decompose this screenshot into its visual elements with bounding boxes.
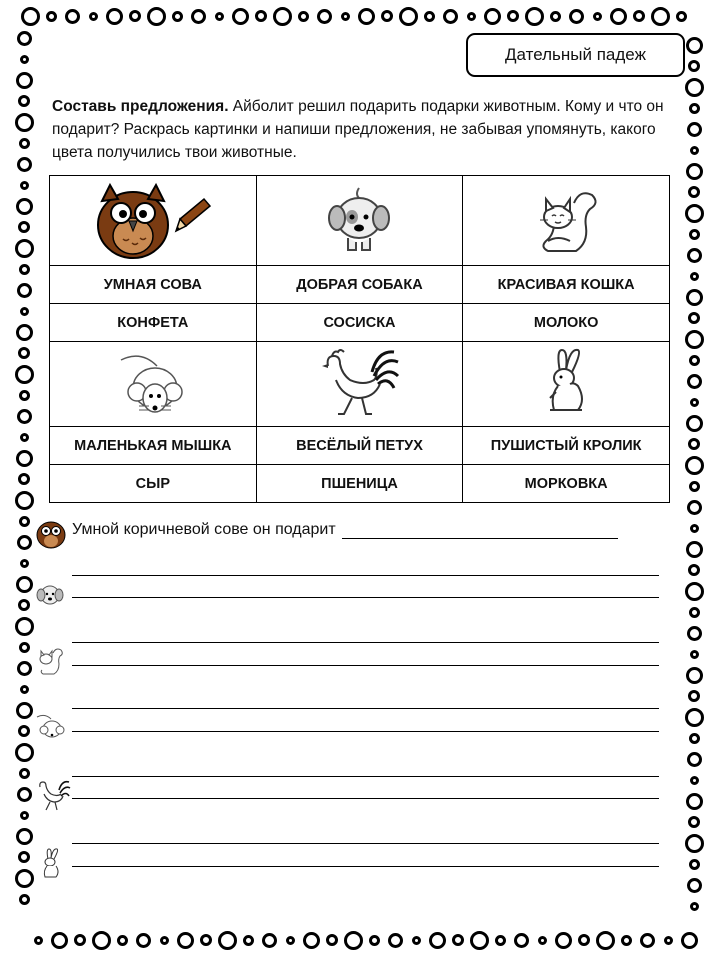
border-ring bbox=[117, 935, 128, 946]
border-ring bbox=[689, 229, 700, 240]
border-ring bbox=[17, 31, 32, 46]
border-ring bbox=[633, 10, 645, 22]
border-ring bbox=[685, 582, 704, 601]
animal-label-mouse: МАЛЕНЬКАЯ МЫШКА bbox=[50, 427, 257, 465]
animal-label-dog: ДОБРАЯ СОБАКА bbox=[256, 266, 463, 304]
border-ring bbox=[18, 347, 30, 359]
border-ring bbox=[326, 934, 338, 946]
border-ring bbox=[664, 936, 673, 945]
gift-label-cheese: СЫР bbox=[50, 465, 257, 503]
answer-line-dog-2[interactable] bbox=[72, 597, 659, 598]
border-ring bbox=[15, 365, 34, 384]
border-ring bbox=[19, 768, 30, 779]
owl-small-icon bbox=[35, 518, 67, 550]
border-ring bbox=[399, 7, 418, 26]
answer-line-cat-1[interactable] bbox=[72, 642, 659, 643]
border-ring bbox=[690, 776, 699, 785]
border-ring bbox=[243, 935, 254, 946]
topic-label bbox=[466, 33, 685, 77]
border-ring bbox=[177, 932, 194, 949]
border-ring bbox=[18, 221, 30, 233]
border-ring bbox=[610, 8, 627, 25]
answer-blank-owl[interactable] bbox=[342, 521, 618, 539]
border-ring bbox=[106, 8, 123, 25]
border-ring bbox=[218, 931, 237, 950]
border-ring bbox=[685, 456, 704, 475]
border-ring bbox=[46, 11, 57, 22]
border-ring bbox=[20, 559, 29, 568]
border-ring bbox=[18, 473, 30, 485]
border-ring bbox=[688, 312, 700, 324]
border-ring bbox=[687, 878, 702, 893]
border-ring bbox=[19, 642, 30, 653]
border-ring bbox=[688, 564, 700, 576]
border-ring bbox=[16, 450, 33, 467]
border-ring bbox=[690, 398, 699, 407]
cat-icon bbox=[528, 183, 604, 259]
border-ring bbox=[686, 163, 703, 180]
border-ring bbox=[686, 37, 703, 54]
gift-label-carrot: МОРКОВКА bbox=[463, 465, 670, 503]
border-ring bbox=[596, 931, 615, 950]
owl-icon bbox=[88, 181, 218, 261]
border-ring bbox=[690, 524, 699, 533]
border-ring bbox=[19, 516, 30, 527]
border-ring bbox=[688, 186, 700, 198]
border-ring bbox=[20, 433, 29, 442]
border-ring bbox=[685, 708, 704, 727]
border-ring bbox=[495, 935, 506, 946]
border-ring bbox=[17, 409, 32, 424]
border-ring bbox=[514, 933, 529, 948]
border-ring bbox=[569, 9, 584, 24]
border-ring bbox=[685, 330, 704, 349]
border-ring bbox=[688, 60, 700, 72]
gift-label-wheat: ПШЕНИЦА bbox=[256, 465, 463, 503]
border-ring bbox=[358, 8, 375, 25]
pencil-icon bbox=[176, 199, 210, 231]
answer-line-rooster-1[interactable] bbox=[72, 776, 659, 777]
rooster-small-icon bbox=[35, 778, 71, 814]
border-ring bbox=[18, 95, 30, 107]
border-ring bbox=[17, 283, 32, 298]
border-ring bbox=[51, 932, 68, 949]
border-ring bbox=[690, 146, 699, 155]
example-answer bbox=[72, 521, 618, 539]
border-ring bbox=[687, 752, 702, 767]
answer-line-mouse-1[interactable] bbox=[72, 708, 659, 709]
dog-icon bbox=[324, 184, 394, 258]
border-ring bbox=[443, 9, 458, 24]
border-ring bbox=[16, 72, 33, 89]
border-ring bbox=[621, 935, 632, 946]
border-ring bbox=[21, 7, 40, 26]
animal-label-cat: КРАСИВАЯ КОШКА bbox=[463, 266, 670, 304]
border-ring bbox=[452, 934, 464, 946]
instructions bbox=[52, 95, 672, 164]
rabbit-icon bbox=[536, 346, 596, 422]
border-ring bbox=[690, 650, 699, 659]
border-ring bbox=[74, 934, 86, 946]
border-ring bbox=[467, 12, 476, 21]
border-ring bbox=[550, 11, 561, 22]
border-ring bbox=[690, 272, 699, 281]
border-ring bbox=[687, 248, 702, 263]
border-ring bbox=[470, 931, 489, 950]
border-ring bbox=[20, 811, 29, 820]
border-ring bbox=[215, 12, 224, 21]
example-answer-text: Умной коричневой сове он подарит bbox=[72, 521, 336, 538]
border-ring bbox=[16, 828, 33, 845]
border-ring bbox=[688, 816, 700, 828]
border-ring bbox=[15, 113, 34, 132]
answer-line-rabbit-2[interactable] bbox=[72, 866, 659, 867]
border-ring bbox=[15, 743, 34, 762]
border-ring bbox=[17, 661, 32, 676]
border-ring bbox=[19, 894, 30, 905]
gift-label-candy: КОНФЕТА bbox=[50, 304, 257, 342]
border-ring bbox=[640, 933, 655, 948]
border-ring bbox=[688, 690, 700, 702]
border-ring bbox=[20, 55, 29, 64]
border-ring bbox=[20, 307, 29, 316]
border-ring bbox=[136, 933, 151, 948]
border-ring bbox=[160, 936, 169, 945]
border-ring bbox=[34, 936, 43, 945]
border-ring bbox=[18, 725, 30, 737]
instructions-text: Айболит решил подарить подарки животным. Кому и что он подарит? Раскрась картинки и напиши предложения, не забывая упомянуть, какого цвета получились твои животные. bbox=[52, 98, 664, 161]
rooster-icon bbox=[316, 346, 402, 422]
answer-line-mouse-2[interactable] bbox=[72, 731, 659, 732]
border-ring bbox=[686, 541, 703, 558]
gift-label-sausage: СОСИСКА bbox=[256, 304, 463, 342]
border-ring bbox=[689, 733, 700, 744]
border-ring bbox=[16, 576, 33, 593]
border-ring bbox=[687, 626, 702, 641]
border-ring bbox=[578, 934, 590, 946]
answer-line-cat-2[interactable] bbox=[72, 665, 659, 666]
border-ring bbox=[273, 7, 292, 26]
border-ring bbox=[689, 103, 700, 114]
border-ring bbox=[687, 500, 702, 515]
border-ring bbox=[15, 491, 34, 510]
border-ring bbox=[172, 11, 183, 22]
border-ring bbox=[686, 415, 703, 432]
border-ring bbox=[689, 481, 700, 492]
border-ring bbox=[686, 289, 703, 306]
border-ring bbox=[689, 607, 700, 618]
animals-table bbox=[49, 175, 670, 503]
rooster-cell bbox=[256, 342, 463, 427]
border-ring bbox=[286, 936, 295, 945]
mouse-small-icon bbox=[35, 712, 67, 742]
border-ring bbox=[424, 11, 435, 22]
border-ring bbox=[676, 11, 687, 22]
border-ring bbox=[689, 859, 700, 870]
border-ring bbox=[17, 157, 32, 172]
border-ring bbox=[685, 204, 704, 223]
topic-text: Дательный падеж bbox=[505, 45, 646, 64]
mouse-icon bbox=[113, 348, 193, 420]
border-ring bbox=[19, 390, 30, 401]
border-ring bbox=[16, 702, 33, 719]
owl-cell bbox=[50, 176, 257, 266]
border-ring bbox=[686, 793, 703, 810]
answer-line-rooster-2[interactable] bbox=[72, 798, 659, 799]
answer-line-rabbit-1[interactable] bbox=[72, 843, 659, 844]
border-ring bbox=[689, 355, 700, 366]
animal-label-rooster: ВЕСЁЛЫЙ ПЕТУХ bbox=[256, 427, 463, 465]
border-ring bbox=[18, 851, 30, 863]
border-ring bbox=[685, 78, 704, 97]
border-ring bbox=[507, 10, 519, 22]
border-ring bbox=[429, 932, 446, 949]
border-ring bbox=[200, 934, 212, 946]
border-ring bbox=[687, 374, 702, 389]
border-ring bbox=[344, 931, 363, 950]
border-ring bbox=[20, 685, 29, 694]
rabbit-small-icon bbox=[40, 848, 62, 880]
border-ring bbox=[147, 7, 166, 26]
border-ring bbox=[651, 7, 670, 26]
border-ring bbox=[15, 869, 34, 888]
border-ring bbox=[191, 9, 206, 24]
border-ring bbox=[412, 936, 421, 945]
border-ring bbox=[317, 9, 332, 24]
border-ring bbox=[15, 239, 34, 258]
cat-cell bbox=[463, 176, 670, 266]
border-ring bbox=[129, 10, 141, 22]
border-ring bbox=[388, 933, 403, 948]
border-ring bbox=[484, 8, 501, 25]
border-ring bbox=[16, 324, 33, 341]
instructions-lead: Составь предложения. bbox=[52, 98, 229, 115]
border-ring bbox=[255, 10, 267, 22]
border-ring bbox=[19, 264, 30, 275]
border-ring bbox=[593, 12, 602, 21]
border-ring bbox=[686, 667, 703, 684]
border-ring bbox=[538, 936, 547, 945]
border-ring bbox=[687, 122, 702, 137]
border-ring bbox=[17, 787, 32, 802]
animal-label-rabbit: ПУШИСТЫЙ КРОЛИК bbox=[463, 427, 670, 465]
border-ring bbox=[525, 7, 544, 26]
answer-line-dog-1[interactable] bbox=[72, 575, 659, 576]
border-ring bbox=[20, 181, 29, 190]
border-ring bbox=[19, 138, 30, 149]
rabbit-cell bbox=[463, 342, 670, 427]
gift-label-milk: МОЛОКО bbox=[463, 304, 670, 342]
cat-small-icon bbox=[35, 645, 65, 675]
border-ring bbox=[18, 599, 30, 611]
border-ring bbox=[92, 931, 111, 950]
border-ring bbox=[688, 438, 700, 450]
border-ring bbox=[15, 617, 34, 636]
mouse-cell bbox=[50, 342, 257, 427]
border-ring bbox=[89, 12, 98, 21]
border-ring bbox=[262, 933, 277, 948]
animal-label-owl: УМНАЯ СОВА bbox=[50, 266, 257, 304]
border-ring bbox=[232, 8, 249, 25]
border-ring bbox=[298, 11, 309, 22]
dog-cell bbox=[256, 176, 463, 266]
border-ring bbox=[555, 932, 572, 949]
border-ring bbox=[690, 902, 699, 911]
dog-small-icon bbox=[35, 580, 65, 610]
border-ring bbox=[16, 198, 33, 215]
border-ring bbox=[341, 12, 350, 21]
border-ring bbox=[17, 535, 32, 550]
border-ring bbox=[65, 9, 80, 24]
border-ring bbox=[681, 932, 698, 949]
border-ring bbox=[303, 932, 320, 949]
border-ring bbox=[369, 935, 380, 946]
border-ring bbox=[381, 10, 393, 22]
border-ring bbox=[685, 834, 704, 853]
